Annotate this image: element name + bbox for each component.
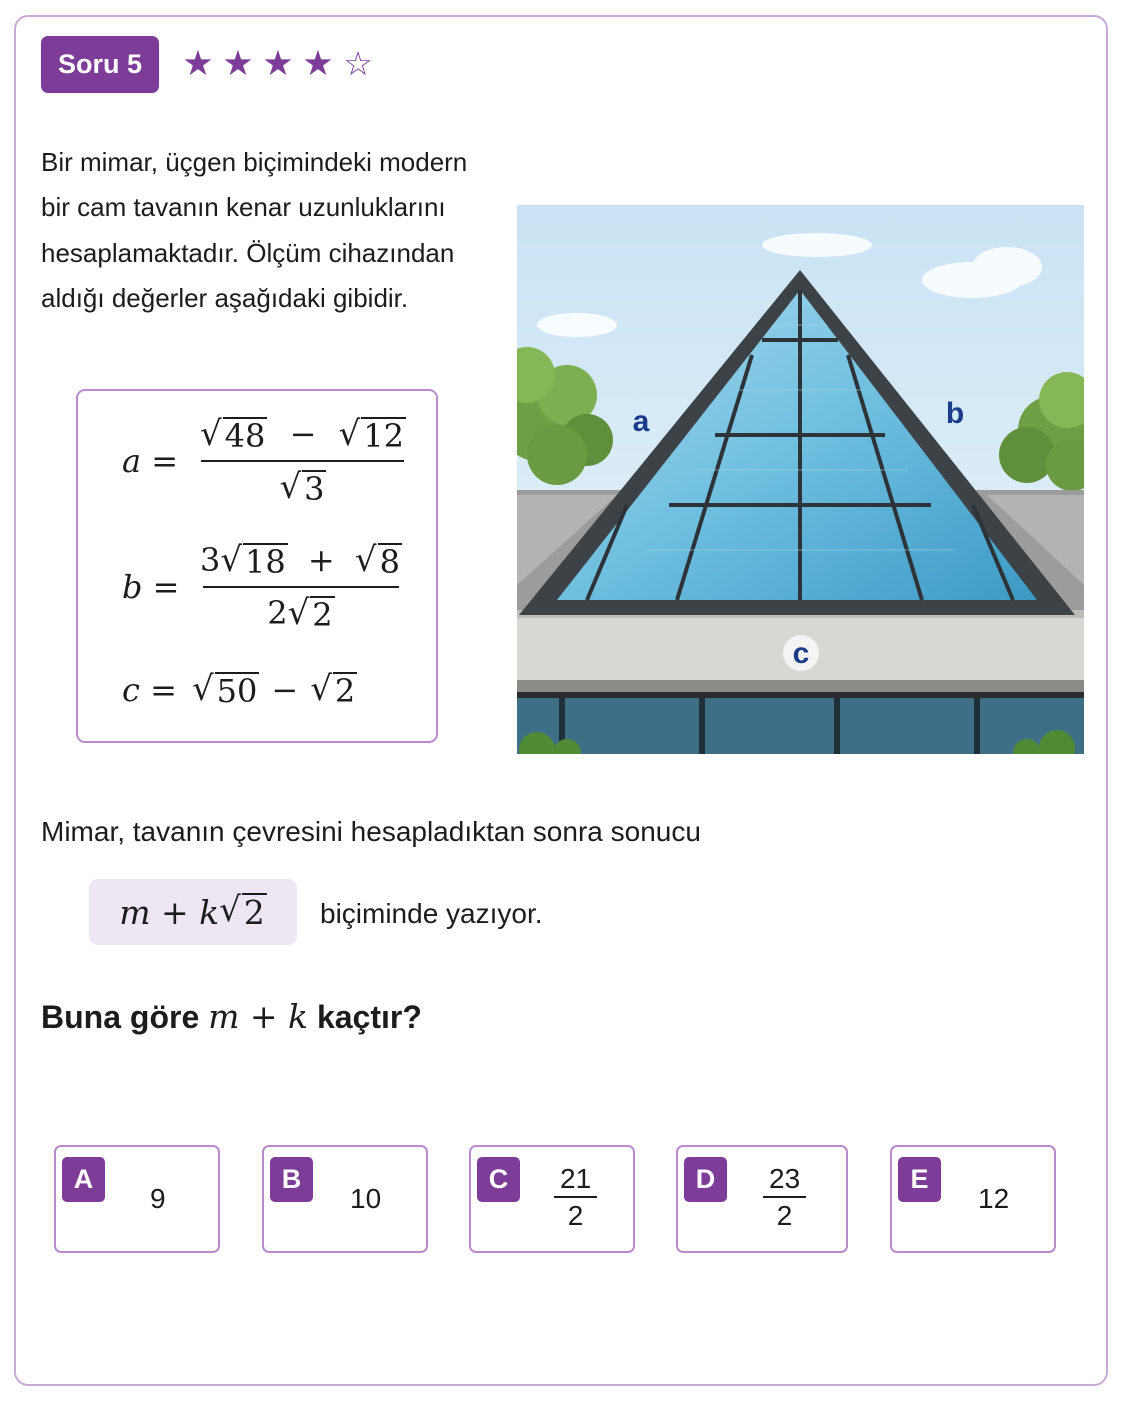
result-form-expression: m + k √ 2: [89, 879, 297, 945]
formula-a-denominator: √ 3: [201, 460, 404, 507]
formula-b-fraction: [192, 541, 410, 632]
option-value: 9: [150, 1183, 166, 1214]
option-letter: C: [477, 1157, 520, 1202]
star-filled-icon: ★: [302, 44, 334, 83]
sqrt-icon: √: [310, 668, 332, 709]
difficulty-rating: [180, 44, 376, 84]
formula-a-fraction: [192, 415, 414, 506]
option-fraction: $\frac{23}{2}$: [766, 1163, 803, 1232]
sqrt-icon: √: [338, 414, 361, 454]
question-number-badge: Soru 5: [41, 36, 159, 93]
formula-box: [76, 389, 438, 743]
option-e[interactable]: [890, 1145, 1056, 1253]
formula-c: c = √ 50 − √ 2: [122, 668, 356, 710]
formula-b: [122, 541, 410, 632]
star-filled-icon: ★: [182, 44, 214, 83]
formula-a-numerator: √ 48 − √ 12: [200, 414, 404, 455]
option-c[interactable]: [469, 1145, 635, 1253]
option-value: 10: [350, 1183, 382, 1214]
building-windows: [517, 692, 1084, 754]
side-label-a: a: [632, 405, 650, 438]
option-d[interactable]: [676, 1145, 848, 1253]
sqrt-icon: √: [219, 890, 241, 931]
option-b[interactable]: [262, 1145, 428, 1253]
formula-b-label: b =: [122, 567, 180, 606]
question-intro-text: Bir mimar, üçgen biçimindeki modern bir cam tavanın kenar uzunluklarını hesaplamaktadır. Ölçüm cihazından aldığı değerler aşağıdaki gibidir.: [41, 147, 468, 313]
glass-roof-illustration: [517, 205, 1084, 754]
option-value: 12: [978, 1183, 1010, 1214]
question-line-2: biçiminde yazıyor.: [320, 898, 543, 929]
sqrt-icon: √: [354, 540, 377, 580]
formula-b-denominator: 2 √ 2: [203, 586, 398, 633]
sqrt-icon: √: [220, 540, 243, 580]
question-line-1: Mimar, tavanın çevresini hesapladıktan sonra sonucu: [41, 816, 701, 847]
side-label-c: c: [792, 637, 810, 670]
star-empty-icon: ☆: [343, 45, 373, 82]
formula-c-label: c =: [122, 671, 177, 709]
sqrt-icon: √: [287, 592, 310, 633]
option-fraction: $\frac{21}{2}$: [557, 1163, 594, 1232]
option-letter: E: [898, 1157, 941, 1202]
star-filled-icon: ★: [222, 44, 254, 83]
option-letter: B: [270, 1157, 313, 1202]
formula-a: [122, 415, 414, 506]
question-prompt: Buna göre m + k kaçtır?: [41, 997, 422, 1036]
formula-b-numerator: 3 √ 18 + √ 8: [200, 540, 400, 581]
star-filled-icon: ★: [262, 44, 294, 83]
formula-a-label: a =: [122, 441, 179, 480]
option-a[interactable]: [54, 1145, 220, 1253]
side-label-b: b: [945, 397, 965, 430]
option-letter: D: [684, 1157, 727, 1202]
sqrt-icon: √: [200, 414, 222, 454]
sqrt-icon: √: [279, 466, 302, 507]
sqrt-icon: √: [192, 668, 214, 709]
option-letter: A: [62, 1157, 105, 1202]
prompt-math: m + k: [208, 997, 309, 1036]
